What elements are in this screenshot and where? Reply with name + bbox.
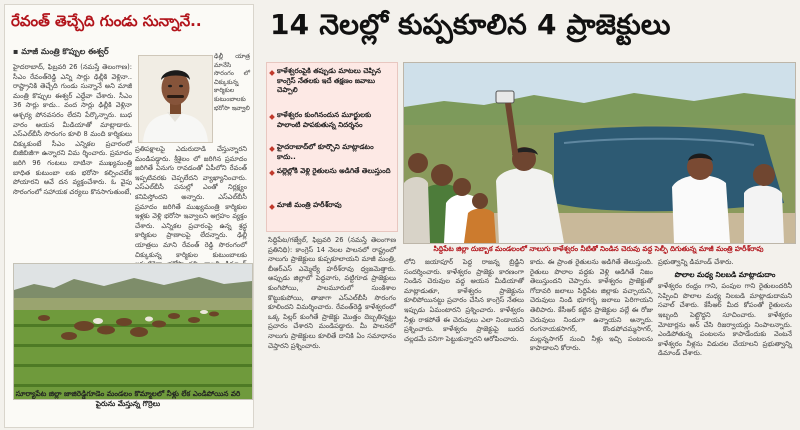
bullet-icon — [269, 204, 275, 210]
left-column-2: ప్రతిపక్షాలపై ఎదురుదాడి చేస్తున్నారని మండిపడ్డారు. శ్రీశైలం లో జరిగిన ప్రమాదం జరిగితే ఏనుగు రావడంతో ఏపీలోని రేవంత్ ఇప్పటివరకు చెప్పలేదని వ్యాఖ్యానించారు. ఎస్‌ఎల్‌బీసీ పనుల్లో ఎంతో నిర్లక్ష్యం కనిపిస్తోందని అన్నారు. ఎస్‌ఎల్‌బీసీ ప్రమాదం జరిగితే ముఖ్యమంత్రి కార్మికుల ఇళ్లకు వెళ్లి భరోసా ఇవ్వాలని ఆగ్రహం వ్యక్తం చేశారు. ఎన్నికల ప్రచారంపై ఉన్న శ్రద్ధ కార్మికుల ప్రాణాలపై లేదన్నారు. ఢిల్లీ యాత్రలు మాని రేవంత్ రెడ్డి సొరంగంలో చిక్కుకున్న కార్మికుల కుటుంబాలకు — [135, 145, 247, 259]
main-photo-caption: సిద్దిపేట జిల్లా దుబ్బాక మండలంలో నాలుగు కాళేశ్వరం నీటితో నిండిన చెరువు వద్ద సెల్ఫీ దిగుతున్న మాజీ మంత్రి హరీశ్‌రావు — [433, 245, 764, 253]
right-column-4 — [658, 258, 792, 426]
right-column-3: కాదు. ఈ ప్రాంత రైతులను అడిగితే తెలుస్తుంది. రైతులు పొలాల వద్దకు వెళ్లి అడిగితే నిజం తెలుస్తుందని చెప్పారు. కాళేశ్వరం ప్రాజెక్టుతో గోదావరి జలాలు సిద్దిపేట జిల్లాకు వచ్చాయని, చెరువులు నిండి భూగర్భ జలాలు పెరిగాయని తెలిపారు. కేసీఆర్ కట్టిన ప్రాజెక్టుల వల్లే ఈ రోజు చెరువులు నిండుగా ఉన్నాయని అన్నారు. రంగనాయకసాగర్, కొండపోచమ్మసాగర్, మల్లన్నసాగర్ నుంచి నీళ్లు ఇచ్చి పంటలను కాపాడాలని కోరారు. — [530, 258, 653, 353]
highlight-1: కాళేశ్వరంపైకి తప్పుడు మాటలు చెప్పిన కాంగ్రెస్ నేతలకు ఇదే తక్షణం జవాబు చెప్పాలి — [277, 67, 381, 95]
main-headline: 14 నెలల్లో కుప్పకూలిన 4 ప్రాజెక్టులు — [270, 8, 671, 41]
left-column-3: ఢిల్లీ యాత్ర మానేసి సొరంగం లో చిక్కుకున్న కార్మికుల కుటుంబాలకు భరోసా ఇవ్వాలి — [214, 53, 250, 112]
column-subheading: పొలాల మధ్య నిలబడి మాట్లాడుదాం — [674, 269, 776, 279]
bullet-icon — [269, 170, 275, 176]
left-byline: ▪ మాజీ మంత్రి కొప్పుల ఈశ్వర్ — [13, 47, 109, 56]
left-column-1: హైదరాబాద్, ఫిబ్రవరి 26 (నమస్తే తెలంగాణ): సీఎం రేవంత్‌రెడ్డి ఎన్ని సార్లు ఢిల్లీకి వెళ్లినా.. రాష్ట్రానికి తెచ్చేది గుండు సున్నానే అని మాజీ మంత్రి కొప్పుల ఈశ్వర్ ఎద్దేవా చేశారు. సీఎం 36 సార్లు కాదు.. వంద సార్లు ఢిల్లీకి వెళ్లినా ఆశ్చర్య పోనవసరం లేదని పేర్కొన్నారు. బుధ వారం ఆయన మీడియాతో మాట్లాడారు. ఎస్‌ఎల్‌బీసీ సొరంగం కూలి 8 మంది కార్మికులు చిక్కుకుంటే సీఎం ఎన్నికల ప్రచారంలో బిజీబిజీగా ఉన్నారని విమ ర్శించారు. ప్రమాదం జరిగి 96 గంటలు దాటినా ముఖ్యమంత్రి బాధిత కుటుంబా లకు భరోసా కల్పించలేక పోయారని ఆవే దన వ్యక్తంచేశారు. ఓ వైపు సొరంగంలో సహాయక చర్యలు కొనసాగుతుంటే, — [13, 63, 132, 196]
bullet-icon — [269, 70, 275, 76]
right-column-2: లోని జయాపూర్ పెద్ద రాజన్న బ్రిడ్జిని సందర్శించారు. కాళేశ్వరం ప్రాజెక్టు కారణంగా నిండిన చెరువుల వద్ద ఆయన మీడియాతో మాట్లాడుతూ, కాళేశ్వరం ప్రాజెక్టును కూలిపోయినట్టు ప్రచారం చేసిన కాంగ్రెస్ నేతలు ఇప్పుడు ఏమంటారని ప్రశ్నించారు. కాళేశ్వరం నీళ్లు రాకపోతే ఈ చెరువులు ఎలా నిండాయని ప్రశ్నించారు. కాళేశ్వరం ప్రాజెక్టుపై బురద చల్లడమే పనిగా పెట్టుకున్నారని ఆరోపించారు. — [404, 258, 524, 343]
left-story — [4, 4, 254, 428]
left-photo-caption: సూర్యాపేట జిల్లా జాజిరెడ్డిగూడెం మండలం కొమ్మాలలో నీళ్లు లేక ఎండిపోయిన వరి పైరును మేస్తున్న గొర్రెలు — [15, 389, 241, 408]
highlights-box — [266, 62, 398, 232]
harish-rao-selfie-photo — [403, 62, 796, 244]
right-column-1: సిద్దిపేట/గజ్వేల్, ఫిబ్రవరి 26 (నమస్తే తెలంగాణ ప్రతినిధి): కాంగ్రెస్ 14 నెలల పాలనలో రాష్ట్రంలో నాలుగు ప్రాజెక్టులు కుప్పకూలాయని మాజీ మంత్రి, బీఆర్‌ఎస్ ఎమ్మెల్యే హరీశ్‌రావు ధ్వజమెత్తారు. అప్పుడు జిల్లాలో పెద్దవాగు, వట్టిగూడ ప్రాజెక్టులు కుంగిపోయి, పాలమూరులో సుంకిశాల కొట్టుకుపోయి, తాజాగా ఎస్‌ఎల్‌బీసీ సొరంగం కూలిందని విమర్శించారు. రేవంత్‌రెడ్డి కాళేశ్వరంలో ఒక్క పిల్లర్ కుంగితే ప్రాజెక్టు మొత్తం దెబ్బతిన్నట్టు ప్రచారం చేశారని మండిపడ్డారు. మీ పాలనలో నాలుగు ప్రాజెక్టులు కూలితే దానికి ఏం సమాధానం చెప్తారని ప్రశ్నించారు. — [268, 236, 396, 350]
highlight-2: కాళేశ్వరం కుంగినందున మూర్ఖులకు పాలాంటి పాపకుతున్న నిదర్శనం — [277, 111, 372, 129]
highlight-4: పల్లెల్లోకి వెళ్లి రైతులను అడిగితే తెలుస్తుంది — [277, 167, 391, 175]
koppula-eshwar-portrait — [138, 55, 213, 143]
left-headline: రేవంత్ తెచ్చేది గుండు సున్నానే.. — [11, 12, 202, 30]
right-column-4-top: ప్రభుత్వాన్ని డిమాండ్ చేశారు. — [658, 258, 734, 266]
highlight-5: మాజీ మంత్రి హరీశ్‌రావు — [277, 201, 342, 209]
highlight-3: హైదరాబాద్‌లో కూర్చొని మాట్లాడటం కాదు.. — [277, 143, 374, 161]
right-column-4-body: కాళేశ్వరం రంధ్రం గాని, పంపుల గాని రైతులందరినీ సెప్పించి పొలాల మధ్య నిలబడి మాట్లాడుదామని సవాల్ చేశారు. కేసీఆర్ మీద కోపంతో రైతులను ఇబ్బంది పెట్టొద్దని సూచించారు. కాళేశ్వరం మోటార్లను ఆన్ చేసి రిజర్వాయర్లు నింపాలన్నారు. ఎండిపోతున్న పంటలను కాపాడేందుకు వెంటనే కాళేశ్వరం నీళ్లను విడుదల చేయాలని ప్రభుత్వాన్ని డిమాండ్ చేశారు. — [658, 282, 792, 358]
sheep-grazing-photo — [13, 263, 253, 400]
bullet-icon — [269, 114, 275, 120]
bullet-icon — [269, 146, 275, 152]
